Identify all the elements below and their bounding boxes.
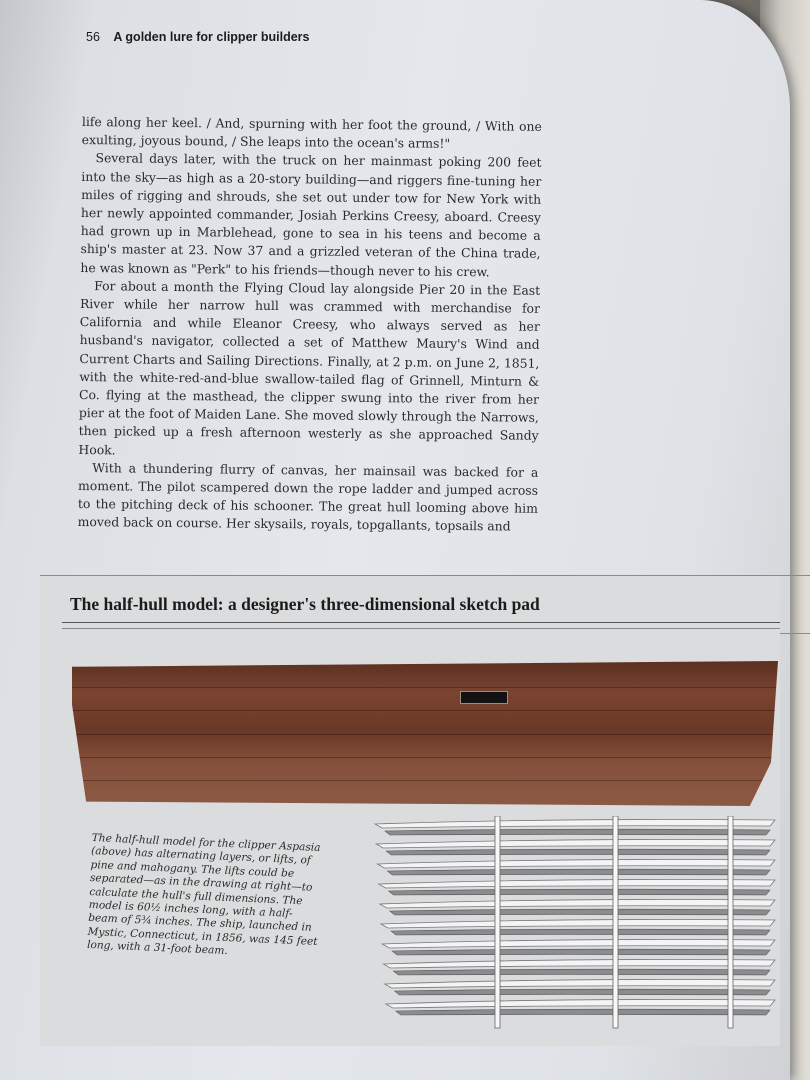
station-post: [495, 816, 500, 1028]
lift-layers: [375, 820, 775, 1016]
lift-layer: [377, 860, 775, 876]
sidebar-rule-extension: [780, 633, 810, 634]
lift-layer: [375, 820, 775, 836]
paragraph: With a thundering flurry of canvas, her mainsail was backed for a moment. The pilot scampered down the rope ladder and jumped across to the pitching deck of his schooner. The great hull looming above him moved back on course. Her skysails, royals, topgallants, topsails and: [77, 459, 539, 534]
lift-layer: [381, 920, 775, 936]
sidebar-box: [40, 575, 780, 1046]
name-plaque: [460, 691, 508, 704]
station-post: [728, 816, 733, 1028]
lift-layer: [380, 900, 775, 916]
station-post: [613, 816, 618, 1028]
title-rule: [62, 628, 780, 629]
lifts-diagram: [330, 816, 780, 1046]
paragraph: life along her keel. / And, spurning with her foot the ground, / With one exulting, joyous bound, / She leaps into the ocean's arms!": [81, 113, 542, 152]
lift-layer: [379, 880, 775, 896]
lift-layer: [376, 840, 775, 856]
half-hull-photo: [72, 661, 778, 806]
body-text: [78, 113, 542, 536]
lift-layer: [385, 980, 775, 996]
paragraph: For about a month the Flying Cloud lay alongside Pier 20 in the East River while her narrow hull was crammed with merchandise for California and while Eleanor Creesy, who always served as her husband's navigator, collected a set of Matthew Maury's Wind and Current Charts and Sailing Directions. Finally, at 2 p.m. on June 2, 1851, with the white-red-and-blue swallow-tailed flag of Grinnell, Minturn & Co. flying at the masthead, the clipper swung into the river from her pier at the foot of Maiden Lane. She moved slowly through the Narrows, then picked up a fresh afternoon westerly as she approached Sandy Hook.: [78, 277, 541, 458]
lift-layer: [386, 1000, 775, 1016]
page-number: 56: [86, 30, 100, 44]
lift-layer: [383, 960, 775, 976]
running-header-title: A golden lure for clipper builders: [113, 30, 310, 44]
title-rule: [62, 622, 780, 623]
sidebar-title: The half-hull model: a designer's three-dimensional sketch pad: [70, 594, 540, 614]
running-header: [86, 30, 309, 44]
sidebar-rule-extension: [780, 575, 810, 576]
paragraph: Several days later, with the truck on her mainmast poking 200 feet into the sky—as high as a 20-story building—and riggers fine-tuning her miles of rigging and shrouds, she set out under tow for New York with her newly appointed commander, Josiah Perkins Creesy, aboard. Creesy had grown up in Marblehead, gone to sea in his teens and become a ship's master at 23. Now 37 and a grizzled veteran of the China trade, he was known as "Perk" to his friends—though never to his crew.: [80, 150, 542, 279]
sidebar-caption: The half-hull model for the clipper Aspasia (above) has alternating layers, or lifts, of pine and mahogany. The lifts could be separated—as in the drawing at right—to calculate the hull's full dimensions. The model is 60½ inches long, with a half-beam of 5¾ inches. The ship, launched in Mystic, Connecticut, in 1856, was 145 feet long, with a 31-foot beam.: [86, 832, 321, 958]
lift-layer: [382, 940, 775, 956]
